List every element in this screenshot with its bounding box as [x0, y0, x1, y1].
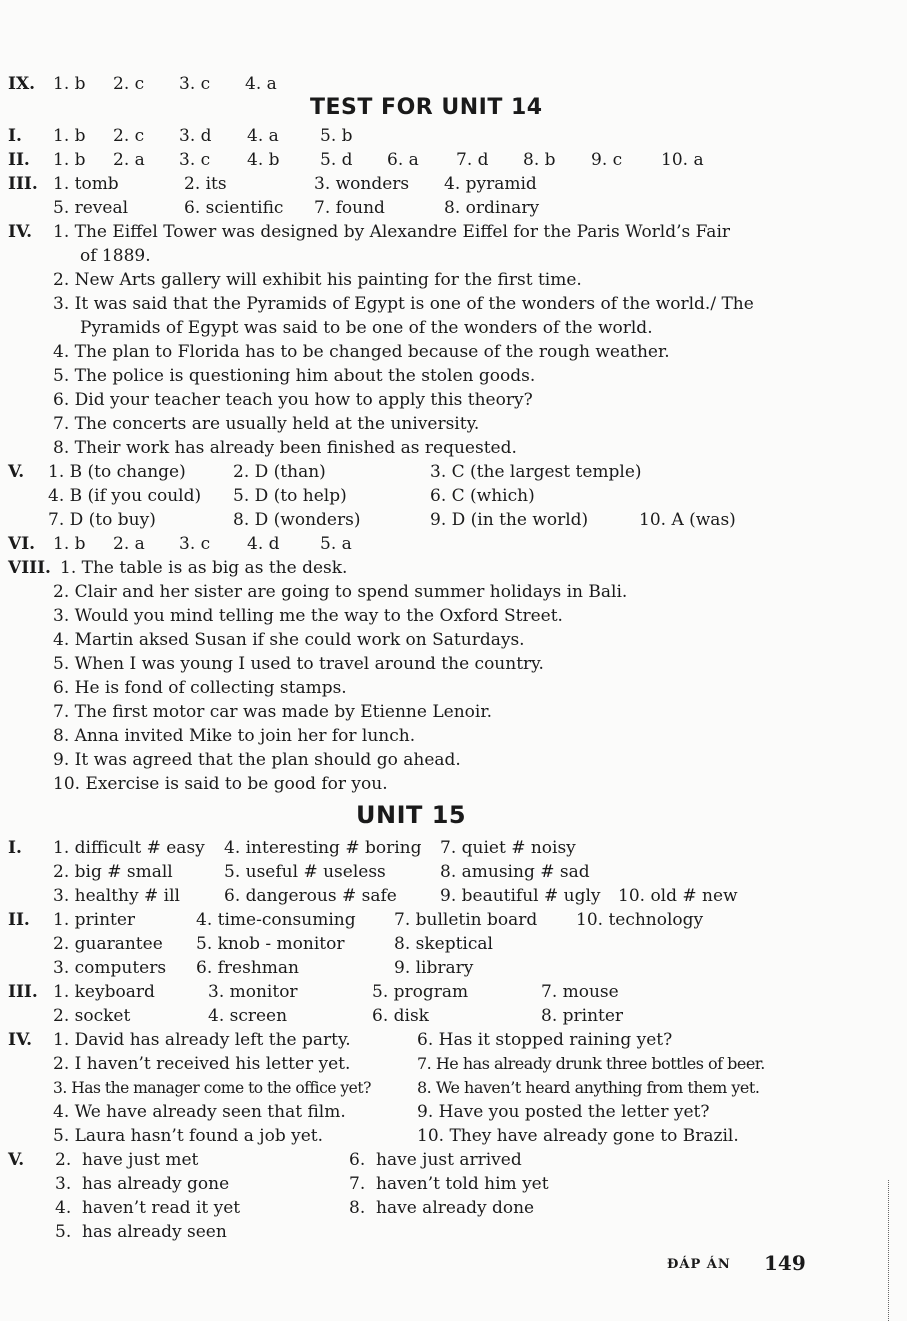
- answer-item: 2. c: [113, 74, 145, 94]
- answer-item: 4. haven’t read it yet: [55, 1198, 241, 1218]
- answer-item: 1. printer: [53, 910, 136, 930]
- answer-line: 8. Anna invited Mike to join her for lunch.: [53, 726, 416, 746]
- answer-item: 5. a: [320, 534, 352, 554]
- answer-item: 1. tomb: [53, 174, 119, 194]
- answer-item: 5. has already seen: [55, 1222, 227, 1242]
- answer-item: 9. beautiful # ugly: [440, 886, 601, 906]
- answer-item: 4. B (if you could): [48, 486, 202, 506]
- answer-item: 1. b: [53, 534, 86, 554]
- section-label: V.: [8, 1150, 25, 1170]
- answer-item: 6. dangerous # safe: [224, 886, 397, 906]
- answer-item: 3. c: [179, 74, 211, 94]
- answer-line: 5. When I was young I used to travel around the country.: [53, 654, 544, 674]
- answer-line: of 1889.: [80, 246, 151, 266]
- answer-item: 8. printer: [541, 1006, 624, 1026]
- answer-item: 10. technology: [576, 910, 704, 930]
- answer-item: 1. B (to change): [48, 462, 186, 482]
- answer-line: 3. It was said that the Pyramids of Egypt is one of the wonders of the world./ The: [53, 294, 754, 314]
- footer-label: ĐÁP ÁN: [667, 1257, 731, 1272]
- answer-item: 2. I haven’t received his letter yet.: [53, 1054, 351, 1074]
- answer-item: 3. has already gone: [55, 1174, 230, 1194]
- section-label: V.: [8, 462, 25, 482]
- answer-item: 3. healthy # ill: [53, 886, 180, 906]
- answer-item: 3. wonders: [314, 174, 410, 194]
- answer-item: 8. We haven’t heard anything from them yet.: [417, 1078, 760, 1097]
- answer-item: 5. Laura hasn’t found a job yet.: [53, 1126, 323, 1146]
- answer-item: 8. amusing # sad: [440, 862, 590, 882]
- answer-item: 1. keyboard: [53, 982, 155, 1002]
- answer-item: 1. David has already left the party.: [53, 1030, 351, 1050]
- answer-item: 4. a: [247, 126, 279, 146]
- answer-item: 7. quiet # noisy: [440, 838, 576, 858]
- section-label: II.: [8, 150, 30, 170]
- answer-item: 2. a: [113, 534, 145, 554]
- answer-item: 10. They have already gone to Brazil.: [417, 1126, 739, 1146]
- answer-item: 1. b: [53, 74, 86, 94]
- answer-item: 5. reveal: [53, 198, 129, 218]
- section-label: I.: [8, 838, 22, 858]
- answer-item: 4. interesting # boring: [224, 838, 422, 858]
- answer-line: 4. Martin aksed Susan if she could work on Saturdays.: [53, 630, 525, 650]
- scan-edge-line: [888, 1180, 890, 1321]
- answer-item: 2. socket: [53, 1006, 131, 1026]
- section-label: I.: [8, 126, 22, 146]
- answer-item: 7. D (to buy): [48, 510, 156, 530]
- answer-line: 1. The table is as big as the desk.: [60, 558, 348, 578]
- answer-item: 2. have just met: [55, 1150, 199, 1170]
- answer-item: 3. monitor: [208, 982, 298, 1002]
- answer-item: 7. mouse: [541, 982, 619, 1002]
- answer-item: 3. d: [179, 126, 212, 146]
- answer-item: 10. A (was): [639, 510, 736, 530]
- answer-item: 6. freshman: [196, 958, 299, 978]
- answer-item: 1. difficult # easy: [53, 838, 205, 858]
- answer-line: 3. Would you mind telling me the way to the Oxford Street.: [53, 606, 563, 626]
- section-label: III.: [8, 174, 38, 194]
- answer-item: 2. guarantee: [53, 934, 163, 954]
- answer-item: 3. computers: [53, 958, 167, 978]
- answer-item: 7. He has already drunk three bottles of beer.: [417, 1054, 765, 1073]
- answer-item: 4. We have already seen that film.: [53, 1102, 346, 1122]
- answer-item: 6. a: [387, 150, 419, 170]
- section-heading: UNIT 15: [356, 801, 467, 829]
- answer-line: 6. Did your teacher teach you how to apply this theory?: [53, 390, 533, 410]
- answer-item: 9. library: [394, 958, 474, 978]
- answer-item: 7. bulletin board: [394, 910, 538, 930]
- answer-item: 6. have just arrived: [349, 1150, 522, 1170]
- answer-line: 2. New Arts gallery will exhibit his painting for the first time.: [53, 270, 582, 290]
- answer-item: 6. C (which): [430, 486, 535, 506]
- answer-item: 5. useful # useless: [224, 862, 386, 882]
- answer-item: 4. time-consuming: [196, 910, 356, 930]
- answer-item: 5. D (to help): [233, 486, 347, 506]
- section-label: VIII.: [8, 558, 51, 578]
- answer-item: 9. Have you posted the letter yet?: [417, 1102, 710, 1122]
- answer-item: 6. scientific: [184, 198, 284, 218]
- section-label: IV.: [8, 222, 33, 242]
- answer-item: 7. found: [314, 198, 385, 218]
- answer-line: Pyramids of Egypt was said to be one of the wonders of the world.: [80, 318, 653, 338]
- answer-line: 9. It was agreed that the plan should go ahead.: [53, 750, 461, 770]
- answer-item: 6. disk: [372, 1006, 429, 1026]
- answer-line: 4. The plan to Florida has to be changed because of the rough weather.: [53, 342, 670, 362]
- answer-item: 1. b: [53, 150, 86, 170]
- answer-item: 4. screen: [208, 1006, 288, 1026]
- answer-item: 4. b: [247, 150, 280, 170]
- answer-item: 3. c: [179, 534, 211, 554]
- section-label: VI.: [8, 534, 36, 554]
- answer-line: 10. Exercise is said to be good for you.: [53, 774, 388, 794]
- answer-item: 7. haven’t told him yet: [349, 1174, 549, 1194]
- answer-item: 2. D (than): [233, 462, 326, 482]
- section-label: III.: [8, 982, 38, 1002]
- answer-item: 10. a: [661, 150, 704, 170]
- answer-item: 2. a: [113, 150, 145, 170]
- answer-item: 6. Has it stopped raining yet?: [417, 1030, 673, 1050]
- answer-item: 1. b: [53, 126, 86, 146]
- answer-item: 2. its: [184, 174, 227, 194]
- answer-item: 5. b: [320, 126, 353, 146]
- answer-item: 2. c: [113, 126, 145, 146]
- answer-item: 3. C (the largest temple): [430, 462, 642, 482]
- answer-item: 4. d: [247, 534, 280, 554]
- section-label: II.: [8, 910, 30, 930]
- answer-line: 7. The first motor car was made by Etienne Lenoir.: [53, 702, 492, 722]
- answer-item: 4. a: [245, 74, 277, 94]
- section-label: IV.: [8, 1030, 33, 1050]
- answer-item: 4. pyramid: [444, 174, 537, 194]
- answer-item: 8. b: [523, 150, 556, 170]
- answer-item: 5. program: [372, 982, 469, 1002]
- answer-item: 9. c: [591, 150, 623, 170]
- answer-item: 10. old # new: [618, 886, 738, 906]
- answer-item: 5. knob - monitor: [196, 934, 345, 954]
- answer-item: 9. D (in the world): [430, 510, 589, 530]
- section-heading: TEST FOR UNIT 14: [310, 95, 543, 120]
- answer-item: 3. c: [179, 150, 211, 170]
- section-label: IX.: [8, 74, 36, 94]
- answer-item: 8. have already done: [349, 1198, 535, 1218]
- answer-line: 7. The concerts are usually held at the university.: [53, 414, 480, 434]
- answer-item: 7. d: [456, 150, 489, 170]
- answer-line: 5. The police is questioning him about the stolen goods.: [53, 366, 536, 386]
- answer-line: 2. Clair and her sister are going to spend summer holidays in Bali.: [53, 582, 628, 602]
- answer-line: 6. He is fond of collecting stamps.: [53, 678, 347, 698]
- answer-item: 5. d: [320, 150, 353, 170]
- answer-item: 2. big # small: [53, 862, 173, 882]
- answer-item: 8. skeptical: [394, 934, 493, 954]
- answer-item: 8. ordinary: [444, 198, 540, 218]
- page-number: 149: [764, 1251, 806, 1275]
- answer-line: 1. The Eiffel Tower was designed by Alexandre Eiffel for the Paris World’s Fair: [53, 222, 731, 242]
- answer-item: 8. D (wonders): [233, 510, 361, 530]
- answer-item: 3. Has the manager come to the office yet?: [53, 1079, 371, 1097]
- answer-line: 8. Their work has already been finished as requested.: [53, 438, 517, 458]
